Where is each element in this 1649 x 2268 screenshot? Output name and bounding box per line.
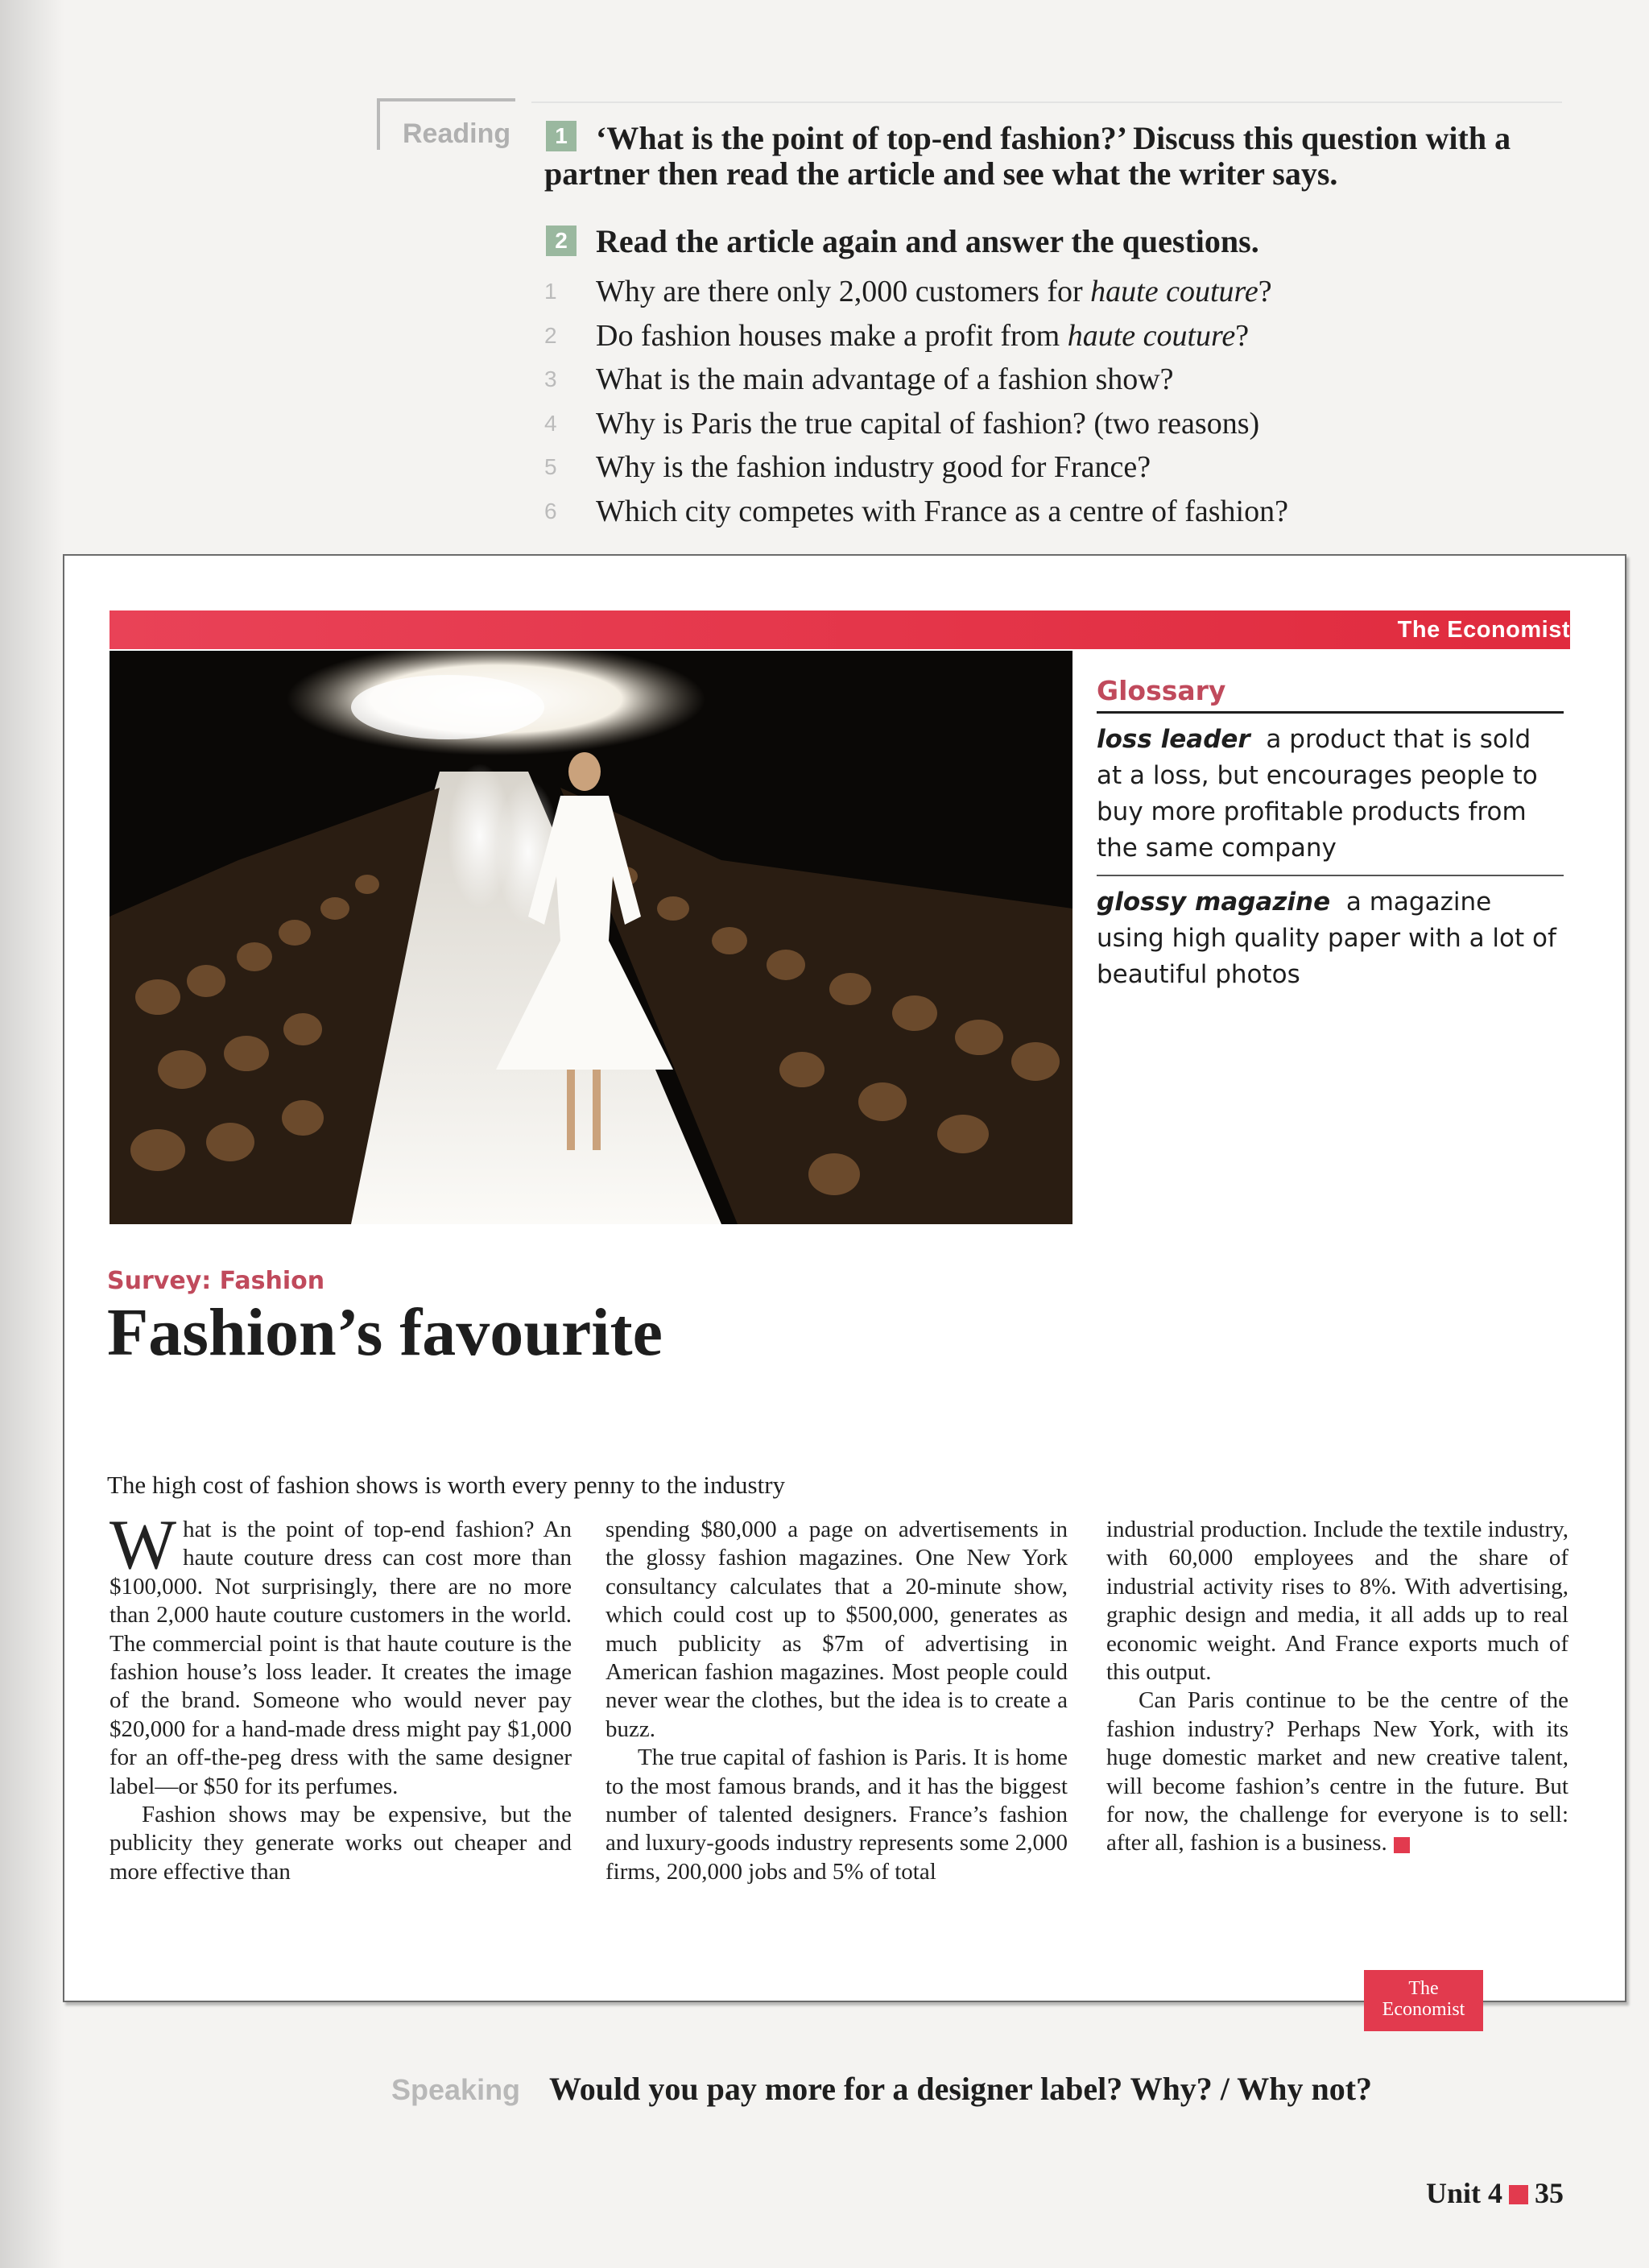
glossary-entry [1097,714,1564,876]
glossary-term: glossy magazine [1097,888,1331,917]
glossary-definition: a magazine using high quality paper with a lot of beautiful photos [1097,888,1556,989]
top-rule [531,101,1562,103]
task-1-text: ‘What is the point of top-end fashion?’ Discuss this question with a partner then read the article and see what the writer says. [544,120,1511,192]
task-2-number: 2 [546,226,577,256]
question-item: 4 Why is Paris the true capital of fashion? (two reasons) [544,406,1260,441]
article-paragraph: industrial production. Include the textile industry, with 60,000 employees and the share of industrial activity rises to 8%. With advertising, graphic design and media, it all adds up to real economic weight. And France exports much of this output. [1106,1517,1568,1686]
runway-photo [110,651,1072,1224]
page-footer [1426,2176,1564,2210]
article-column-2 [605,1516,1068,1886]
unit-label: Unit 4 [1425,2177,1502,2209]
question-item: 3 What is the main advantage of a fashion show? [544,362,1174,396]
glossary-entry [1097,876,1564,1001]
drop-cap: W [110,1506,177,1584]
question-list [544,270,1288,533]
question-item: 2 Do fashion houses make a profit from haute couture? [544,318,1250,353]
end-mark-icon [1394,1837,1410,1853]
glossary-term: loss leader [1097,725,1250,754]
article-red-bar [110,610,1570,649]
speaking-section-label: Speaking [391,2073,521,2106]
article-paragraph: spending $80,000 a page on advertisements in the glossy fashion magazines. One New York consultancy calculates that a 20-minute show, which could cost up to $500,000, generates as much publicity as $7m of advertising in American fashion magazines. Most people could never wear the clothes, but the idea is to create a buzz. [605,1517,1068,1742]
article-standfirst: The high cost of fashion shows is worth every penny to the industry [107,1471,786,1499]
task-2-text: Read the article again and answer the questions. [596,223,1259,259]
glossary [1097,675,1564,1001]
article-column-3 [1106,1516,1568,1858]
economist-logo: The Economist [1364,1970,1483,2031]
task-1-number: 1 [546,121,577,151]
article-column-1 [110,1506,572,1886]
article-headline: Fashion’s favourite [107,1295,663,1370]
article-kicker: Survey: Fashion [107,1267,325,1295]
question-item: 5 Why is the fashion industry good for France? [544,450,1151,484]
speaking-prompt: Would you pay more for a designer label? Why? / Why not? [549,2071,1373,2107]
article-paragraph: What is the point of top-end fashion? An haute couture dress can cost more than $100,000. Not surprisingly, there are no more than 2,000 haute couture customers in the world. The commercial point is that haute couture is the fashion house’s loss leader. It creates the image of the brand. Someone who would never pay $20,000 for a hand-made dress might pay $1,000 for an off-the-peg dress with the same designer label—or $50 for its perfumes. [110,1506,572,1799]
page-edge-shadow [0,0,64,2268]
question-item: 1 Why are there only 2,000 customers for haute couture? [544,275,1272,308]
page-number: 35 [1535,2177,1564,2209]
article-paragraph: Can Paris continue to be the centre of the fashion industry? Perhaps New York, with its huge domestic market and new creative talent, will become fashion’s centre in the future. But for now, the challenge for everyone is to sell: after all, fashion is a business. [1106,1687,1568,1856]
source-brand: The Economist [1397,617,1570,643]
reading-section-label: Reading [403,118,511,149]
glossary-definition: a product that is sold at a loss, but encourages people to buy more profitable products from the same company [1097,725,1538,863]
question-item: 6 Which city competes with France as a centre of fashion? [544,494,1288,528]
glossary-title: Glossary [1097,675,1564,714]
article-paragraph: The true capital of fashion is Paris. It is home to the most famous brands, and it has the biggest number of talented designers. France’s fashion and luxury-goods industry represents some 2,000 firms, 200,000 jobs and 5% of total [605,1744,1068,1885]
article-paragraph: Fashion shows may be expensive, but the publicity they generate works out cheaper and more effective than [110,1802,572,1885]
footer-square-icon [1509,2185,1528,2204]
